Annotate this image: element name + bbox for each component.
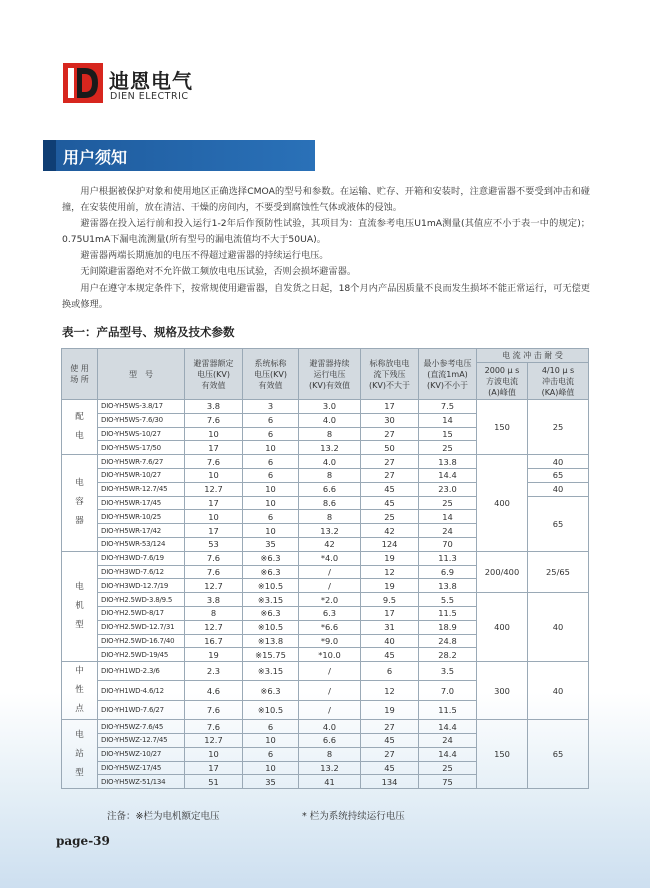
square-wave-cell: 200/400 (477, 551, 528, 592)
system-voltage-cell: ※3.15 (243, 593, 299, 607)
rated-voltage-cell: 17 (185, 441, 243, 455)
square-wave-cell: 400 (477, 455, 528, 552)
continuous-voltage-cell: 4.0 (299, 413, 361, 427)
rated-voltage-cell: 3.8 (185, 593, 243, 607)
residual-voltage-cell: 27 (361, 747, 419, 761)
system-voltage-cell: ※6.3 (243, 606, 299, 620)
impulse-current-cell: 40 (528, 662, 589, 720)
continuous-voltage-cell: / (299, 579, 361, 593)
company-name-en: DIEN ELECTRIC (110, 91, 189, 102)
system-voltage-cell: ※6.3 (243, 551, 299, 565)
use-location-char: 容 (75, 497, 84, 508)
reference-voltage-cell: 70 (419, 537, 477, 551)
continuous-voltage-cell: 4.0 (299, 720, 361, 734)
system-voltage-cell: ※6.3 (243, 681, 299, 700)
impulse-current-cell: 40 (528, 482, 589, 496)
model-cell: DIO-YH5WR-7.6/27 (98, 455, 185, 469)
continuous-voltage-cell: *2.0 (299, 593, 361, 607)
model-cell: DIO-YH5WS-7.6/30 (98, 413, 185, 427)
continuous-voltage-cell: 6.3 (299, 606, 361, 620)
rated-voltage-cell: 3.8 (185, 400, 243, 414)
system-voltage-cell: 10 (243, 441, 299, 455)
rated-voltage-cell: 7.6 (185, 551, 243, 565)
system-voltage-cell: 35 (243, 775, 299, 789)
impulse-current-cell: 25/65 (528, 551, 589, 592)
table-row (62, 593, 589, 607)
residual-voltage-cell: 31 (361, 620, 419, 634)
model-cell: DIO-YH5WR-17/42 (98, 524, 185, 538)
square-wave-cell: 400 (477, 593, 528, 662)
model-cell: DIO-YH2.5WD-19/45 (98, 648, 185, 662)
impulse-current-cell: 25 (528, 400, 589, 455)
model-cell: DIO-YH5WS-3.8/17 (98, 400, 185, 414)
continuous-voltage-cell: 8.6 (299, 496, 361, 510)
impulse-current-cell: 65 (528, 496, 589, 551)
reference-voltage-cell: 11.5 (419, 700, 477, 719)
reference-voltage-cell: 7.5 (419, 400, 477, 414)
rated-voltage-cell: 51 (185, 775, 243, 789)
reference-voltage-cell: 24.8 (419, 634, 477, 648)
model-cell: DIO-YH5WR-17/45 (98, 496, 185, 510)
continuous-voltage-cell: 8 (299, 747, 361, 761)
rated-voltage-cell: 10 (185, 468, 243, 482)
rated-voltage-cell: 7.6 (185, 455, 243, 469)
square-wave-cell: 150 (477, 400, 528, 455)
residual-voltage-cell: 6 (361, 662, 419, 681)
reference-voltage-cell: 23.0 (419, 482, 477, 496)
system-voltage-cell: ※15.75 (243, 648, 299, 662)
rated-voltage-cell: 7.6 (185, 720, 243, 734)
model-cell: DIO-YH5WS-17/50 (98, 441, 185, 455)
footnote-system: * 栏为系统持续运行电压 (302, 811, 405, 822)
user-notice (62, 184, 590, 313)
reference-voltage-cell: 7.0 (419, 681, 477, 700)
continuous-voltage-cell: 3.0 (299, 400, 361, 414)
model-cell: DIO-YH5WZ-7.6/45 (98, 720, 185, 734)
rated-voltage-cell: 12.7 (185, 579, 243, 593)
rated-voltage-cell: 7.6 (185, 700, 243, 719)
residual-voltage-cell: 50 (361, 441, 419, 455)
use-location-char: 配 (75, 412, 84, 423)
continuous-voltage-cell: 13.2 (299, 761, 361, 775)
header-use-location: 使 用 场 所 (62, 349, 98, 400)
rated-voltage-cell: 10 (185, 427, 243, 441)
use-location-char: 点 (75, 704, 84, 715)
continuous-voltage-cell: / (299, 662, 361, 681)
header-rated-voltage: 避雷器额定 电压(KV) 有效值 (185, 349, 243, 400)
system-voltage-cell: 6 (243, 747, 299, 761)
continuous-voltage-cell: / (299, 700, 361, 719)
reference-voltage-cell: 11.3 (419, 551, 477, 565)
rated-voltage-cell: 17 (185, 761, 243, 775)
continuous-voltage-cell: 4.0 (299, 455, 361, 469)
reference-voltage-cell: 28.2 (419, 648, 477, 662)
notice-paragraph: 用户根据被保护对象和使用地区正确选择CMOA的型号和参数。在运输、贮存、开箱和安装时，注意避雷器不要受到冲击和碰撞，在安装使用前，放在清洁、干燥的房间内，不要受到腐蚀性气体或液体的侵蚀。 (62, 186, 590, 214)
model-cell: DIO-YH5WZ-12.7/45 (98, 733, 185, 747)
system-voltage-cell: ※10.5 (243, 620, 299, 634)
reference-voltage-cell: 25 (419, 496, 477, 510)
header-model: 型 号 (98, 349, 185, 400)
reference-voltage-cell: 14.4 (419, 747, 477, 761)
header-reference-voltage: 最小参考电压 (直流1mA) (KV)不小于 (419, 349, 477, 400)
system-voltage-cell: 6 (243, 455, 299, 469)
model-cell: DIO-YH1WD-4.6/12 (98, 681, 185, 700)
residual-voltage-cell: 19 (361, 551, 419, 565)
use-location-char: 中 (75, 666, 84, 677)
use-location-char: 机 (75, 600, 84, 611)
rated-voltage-cell: 10 (185, 510, 243, 524)
model-cell: DIO-YH3WD-7.6/12 (98, 565, 185, 579)
system-voltage-cell: 6 (243, 510, 299, 524)
system-voltage-cell: 10 (243, 482, 299, 496)
header-surge-withstand: 电 流 冲 击 耐 受 (477, 349, 589, 363)
notice-paragraph: 避雷器两端长期施加的电压不得超过避雷器的持续运行电压。 (80, 250, 329, 262)
reference-voltage-cell: 14 (419, 510, 477, 524)
continuous-voltage-cell: 41 (299, 775, 361, 789)
system-voltage-cell: ※6.3 (243, 565, 299, 579)
model-cell: DIO-YH5WR-12.7/45 (98, 482, 185, 496)
reference-voltage-cell: 24 (419, 733, 477, 747)
continuous-voltage-cell: 13.2 (299, 441, 361, 455)
use-location-cell (62, 455, 98, 552)
reference-voltage-cell: 24 (419, 524, 477, 538)
use-location-char: 电 (75, 581, 84, 592)
continuous-voltage-cell: 42 (299, 537, 361, 551)
continuous-voltage-cell: *9.0 (299, 634, 361, 648)
notice-paragraph: 避雷器在投入运行前和投入运行1-2年后作预防性试验，其项目为：直流参考电压U1mA测量(其值应不小于表一中的规定)；0.75U1mA下漏电流测量(所有型号的漏电流值均不大于50UA)。 (62, 218, 590, 246)
page-number: page-39 (56, 834, 110, 848)
continuous-voltage-cell: *6.6 (299, 620, 361, 634)
reference-voltage-cell: 25 (419, 441, 477, 455)
model-cell: DIO-YH2.5WD-16.7/40 (98, 634, 185, 648)
impulse-current-cell: 40 (528, 455, 589, 469)
footnote-motor: 注备：※栏为电机额定电压 (107, 811, 220, 822)
table-row (62, 551, 589, 565)
residual-voltage-cell: 19 (361, 700, 419, 719)
system-voltage-cell: 35 (243, 537, 299, 551)
system-voltage-cell: 6 (243, 413, 299, 427)
continuous-voltage-cell: 8 (299, 427, 361, 441)
reference-voltage-cell: 15 (419, 427, 477, 441)
use-location-char: 型 (75, 767, 84, 778)
rated-voltage-cell: 19 (185, 648, 243, 662)
header-residual-voltage: 标称放电电 流下残压 (KV)不大于 (361, 349, 419, 400)
rated-voltage-cell: 7.6 (185, 413, 243, 427)
reference-voltage-cell: 13.8 (419, 579, 477, 593)
residual-voltage-cell: 27 (361, 427, 419, 441)
reference-voltage-cell: 14 (419, 413, 477, 427)
residual-voltage-cell: 12 (361, 681, 419, 700)
system-voltage-cell: 6 (243, 427, 299, 441)
spec-table (61, 348, 589, 789)
use-location-char: 器 (75, 516, 84, 527)
impulse-current-cell: 65 (528, 468, 589, 482)
model-cell: DIO-YH5WR-53/124 (98, 537, 185, 551)
rated-voltage-cell: 7.6 (185, 565, 243, 579)
use-location-char: 电 (75, 729, 84, 740)
system-voltage-cell: ※3.15 (243, 662, 299, 681)
continuous-voltage-cell: 8 (299, 468, 361, 482)
rated-voltage-cell: 53 (185, 537, 243, 551)
header-square-wave: 2000 μ s 方波电流 (A)峰值 (477, 363, 528, 400)
table-title: 表一：产品型号、规格及技术参数 (62, 325, 235, 339)
impulse-current-cell: 40 (528, 593, 589, 662)
residual-voltage-cell: 27 (361, 720, 419, 734)
rated-voltage-cell: 10 (185, 747, 243, 761)
header-system-voltage: 系统标称 电压(KV) 有效值 (243, 349, 299, 400)
company-logo (63, 63, 203, 107)
use-location-char: 型 (75, 619, 84, 630)
continuous-voltage-cell: 13.2 (299, 524, 361, 538)
residual-voltage-cell: 25 (361, 510, 419, 524)
use-location-char: 性 (75, 685, 84, 696)
use-location-char: 电 (75, 431, 84, 442)
reference-voltage-cell: 18.9 (419, 620, 477, 634)
system-voltage-cell: 10 (243, 733, 299, 747)
residual-voltage-cell: 27 (361, 455, 419, 469)
residual-voltage-cell: 19 (361, 579, 419, 593)
reference-voltage-cell: 14.4 (419, 720, 477, 734)
square-wave-cell: 300 (477, 662, 528, 720)
section-title: 用户须知 (63, 148, 128, 167)
rated-voltage-cell: 4.6 (185, 681, 243, 700)
model-cell: DIO-YH5WR-10/25 (98, 510, 185, 524)
continuous-voltage-cell: / (299, 565, 361, 579)
system-voltage-cell: ※13.8 (243, 634, 299, 648)
use-location-char: 电 (75, 478, 84, 489)
continuous-voltage-cell: 6.6 (299, 482, 361, 496)
residual-voltage-cell: 45 (361, 496, 419, 510)
use-location-cell (62, 400, 98, 455)
model-cell: DIO-YH2.5WD-12.7/31 (98, 620, 185, 634)
reference-voltage-cell: 13.8 (419, 455, 477, 469)
dien-logo-icon (63, 63, 103, 103)
model-cell: DIO-YH5WZ-51/134 (98, 775, 185, 789)
use-location-char: 站 (75, 748, 84, 759)
use-location-cell (62, 551, 98, 661)
residual-voltage-cell: 124 (361, 537, 419, 551)
reference-voltage-cell: 14.4 (419, 468, 477, 482)
residual-voltage-cell: 17 (361, 606, 419, 620)
continuous-voltage-cell: 6.6 (299, 733, 361, 747)
table-row (62, 662, 589, 681)
use-location-cell (62, 662, 98, 720)
model-cell: DIO-YH5WR-10/27 (98, 468, 185, 482)
system-voltage-cell: ※10.5 (243, 579, 299, 593)
company-name-cn: 迪恩电气 (109, 69, 193, 93)
residual-voltage-cell: 17 (361, 400, 419, 414)
continuous-voltage-cell: *4.0 (299, 551, 361, 565)
reference-voltage-cell: 75 (419, 775, 477, 789)
model-cell: DIO-YH3WD-12.7/19 (98, 579, 185, 593)
use-location-cell (62, 720, 98, 789)
rated-voltage-cell: 16.7 (185, 634, 243, 648)
reference-voltage-cell: 25 (419, 761, 477, 775)
reference-voltage-cell: 11.5 (419, 606, 477, 620)
residual-voltage-cell: 40 (361, 634, 419, 648)
rated-voltage-cell: 12.7 (185, 482, 243, 496)
system-voltage-cell: 10 (243, 761, 299, 775)
rated-voltage-cell: 12.7 (185, 620, 243, 634)
rated-voltage-cell: 12.7 (185, 733, 243, 747)
residual-voltage-cell: 45 (361, 761, 419, 775)
continuous-voltage-cell: *10.0 (299, 648, 361, 662)
continuous-voltage-cell: / (299, 681, 361, 700)
notice-paragraph: 用户在遵守本规定条件下，按常规使用避雷器，自发货之日起，18个月内产品因质量不良而发生损坏不能正常运行，可无偿更换或修理。 (62, 282, 590, 310)
rated-voltage-cell: 8 (185, 606, 243, 620)
residual-voltage-cell: 45 (361, 733, 419, 747)
table-row (62, 455, 589, 469)
reference-voltage-cell: 3.5 (419, 662, 477, 681)
residual-voltage-cell: 45 (361, 648, 419, 662)
rated-voltage-cell: 2.3 (185, 662, 243, 681)
system-voltage-cell: 10 (243, 524, 299, 538)
rated-voltage-cell: 17 (185, 496, 243, 510)
model-cell: DIO-YH2.5WD-3.8/9.5 (98, 593, 185, 607)
system-voltage-cell: 6 (243, 720, 299, 734)
system-voltage-cell: 6 (243, 468, 299, 482)
section-header-bar (43, 140, 315, 171)
model-cell: DIO-YH5WZ-10/27 (98, 747, 185, 761)
system-voltage-cell: 10 (243, 496, 299, 510)
section-bar-accent (43, 140, 56, 171)
system-voltage-cell: ※10.5 (243, 700, 299, 719)
rated-voltage-cell: 17 (185, 524, 243, 538)
model-cell: DIO-YH1WD-7.6/27 (98, 700, 185, 719)
residual-voltage-cell: 45 (361, 482, 419, 496)
reference-voltage-cell: 5.5 (419, 593, 477, 607)
residual-voltage-cell: 12 (361, 565, 419, 579)
residual-voltage-cell: 134 (361, 775, 419, 789)
square-wave-cell: 150 (477, 720, 528, 789)
model-cell: DIO-YH5WS-10/27 (98, 427, 185, 441)
spec-table-body (62, 400, 589, 789)
header-impulse-current: 4/10 μ s 冲击电流 (KA)峰值 (528, 363, 589, 400)
model-cell: DIO-YH3WD-7.6/19 (98, 551, 185, 565)
notice-paragraph: 无间隙避雷器绝对不允许做工频放电电压试验，否则会损坏避雷器。 (80, 266, 357, 278)
residual-voltage-cell: 30 (361, 413, 419, 427)
model-cell: DIO-YH2.5WD-8/17 (98, 606, 185, 620)
table-row (62, 720, 589, 734)
model-cell: DIO-YH5WZ-17/45 (98, 761, 185, 775)
table-row (62, 400, 589, 414)
model-cell: DIO-YH1WD-2.3/6 (98, 662, 185, 681)
residual-voltage-cell: 42 (361, 524, 419, 538)
continuous-voltage-cell: 8 (299, 510, 361, 524)
residual-voltage-cell: 9.5 (361, 593, 419, 607)
impulse-current-cell: 65 (528, 720, 589, 789)
residual-voltage-cell: 27 (361, 468, 419, 482)
reference-voltage-cell: 6.9 (419, 565, 477, 579)
header-continuous-voltage: 避雷器持续 运行电压 (KV)有效值 (299, 349, 361, 400)
system-voltage-cell: 3 (243, 400, 299, 414)
